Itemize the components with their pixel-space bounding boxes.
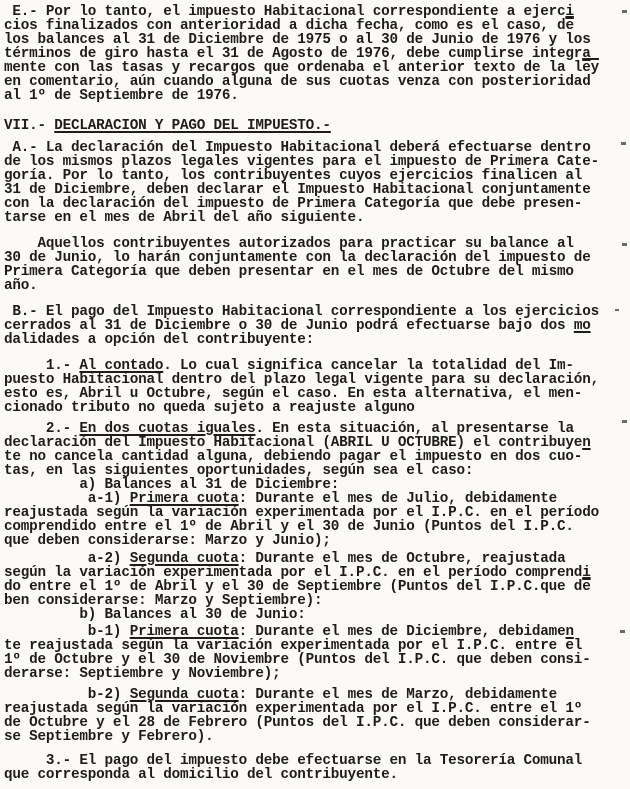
text-segment: al 1º de Septiembre de 1976. — [4, 88, 239, 104]
text-segment: goría. Por lo tanto, los contribuyentes cuyos ejercicios finalicen al — [4, 168, 583, 184]
text-line — [4, 688, 628, 702]
text-line — [4, 653, 628, 667]
text-line — [4, 552, 628, 566]
scan-speck — [622, 243, 627, 246]
text-segment: a-2) — [4, 551, 130, 567]
para-2-dos-cuotas — [4, 422, 628, 478]
text-line — [4, 464, 628, 478]
text-segment: año. — [4, 278, 38, 294]
text-line — [4, 5, 628, 19]
text-line — [4, 730, 628, 744]
text-line — [4, 422, 628, 436]
text-segment: ben considerarse: Marzo y Septiembre): — [4, 593, 323, 609]
text-segment: reajustada según la variación experimentada por el I.P.C. en el período — [4, 505, 599, 521]
underlined-text: a — [582, 46, 591, 62]
underlined-text: Primera cuota — [129, 624, 239, 640]
text-segment: te reajustada según la variación experimentada por el I.P.C. entre el — [4, 638, 583, 654]
text-segment: : Durante el mes de Julio, debidamente — [238, 491, 558, 507]
text-line — [4, 450, 628, 464]
text-segment: . Lo cual significa cancelar la totalidad del Im- — [163, 358, 574, 374]
underlined-text: n — [582, 435, 591, 451]
text-line — [4, 183, 628, 197]
text-segment: b-1) — [4, 624, 130, 640]
para-A — [4, 141, 628, 225]
text-line — [4, 319, 628, 333]
text-segment: 31 de Diciembre, deben declarar el Impuesto Habitacional conjuntamente — [4, 182, 591, 198]
text-line — [4, 520, 628, 534]
text-line — [4, 478, 628, 492]
scan-speck — [622, 10, 627, 13]
text-segment: : Durante el mes de Diciembre, debidame — [238, 624, 566, 640]
text-line — [4, 667, 628, 681]
para-1-al-contado — [4, 359, 628, 415]
text-segment: que deben considerarse: Marzo y Junio); — [4, 533, 331, 549]
item-b-balances — [4, 608, 628, 622]
text-line — [4, 580, 628, 594]
text-segment: que corresponda al domicilio del contribuyente. — [4, 767, 398, 783]
text-segment: dalidades a opción del contribuyente: — [4, 332, 315, 348]
text-segment: do entre el 1º de Abril y el 30 de Septiembre (Puntos del I.P.C.que d — [4, 579, 583, 595]
para-E — [4, 5, 628, 103]
text-segment: 2.- — [4, 421, 80, 437]
scan-speck — [620, 630, 625, 633]
text-line — [4, 89, 628, 103]
text-segment: cios finalizados con anterioridad a dicha fecha, como es el caso, d — [4, 18, 566, 34]
text-line — [4, 279, 628, 293]
text-segment: cerrados al 31 de Diciembre o 30 de Junio podrá efectuarse bajo dos — [4, 318, 574, 334]
text-segment: VII.- — [4, 118, 55, 134]
text-line — [4, 211, 628, 225]
text-segment: puesto Habitacional dentro del plazo legal vigente para su declaración, — [4, 372, 599, 388]
text-segment: los balances al 31 de Diciembre de 1975 o al 30 de Junio de 1976 y los — [4, 32, 591, 48]
scan-speck — [615, 309, 619, 311]
text-segment: b) Balances al 30 de Junio: — [4, 607, 306, 623]
scan-speck — [621, 142, 626, 145]
para-aquellos — [4, 237, 628, 293]
text-segment: se Septiembre y Febrero). — [4, 729, 214, 745]
text-segment: de Octubre y el 28 de Febrero (Puntos del I.P.C. que deben considerar- — [4, 715, 591, 731]
text-segment: mente con las tasas y recargos que ordenaba el anterior texto de la l — [4, 60, 583, 76]
text-segment: : Durante el mes de Octubre, reajustada — [238, 551, 566, 567]
text-line — [4, 61, 628, 75]
text-line — [4, 492, 628, 506]
underlined-text: Al contado — [79, 358, 164, 374]
para-b2-segunda-cuota — [4, 688, 628, 744]
text-segment: Aquellos contribuyentes autorizados para practicar su balance al — [4, 236, 574, 252]
text-segment: : Durante el mes de Marzo, debidamente — [238, 687, 558, 703]
text-segment: términos de giro hasta el 31 de Agosto de 1976, debe cumplirse integr — [4, 46, 583, 62]
underlined-text: Segunda cuota — [129, 687, 239, 703]
text-segment: con la declaración del impuesto de Primera Categoría que debe presen- — [4, 196, 583, 212]
text-segment: a) Balances al 31 de Diciembre: — [4, 477, 340, 493]
text-segment: de los mismos plazos legales vigentes para el impuesto de Primera Cate- — [4, 154, 599, 170]
underlined-text: n — [565, 624, 574, 640]
text-line — [4, 251, 628, 265]
text-line — [4, 566, 628, 580]
text-segment: derarse: Septiembre y Noviembre); — [4, 666, 281, 682]
text-line — [4, 716, 628, 730]
text-segment: b-2) — [4, 687, 130, 703]
text-line — [4, 75, 628, 89]
text-segment: esto es, Abril u Octubre, según el caso. En esta alternativa, el men- — [4, 386, 583, 402]
text-line — [4, 237, 628, 251]
text-line — [4, 119, 628, 133]
text-line — [4, 33, 628, 47]
heading-VII — [4, 119, 628, 133]
text-segment: según la variación experimentada por el I.P.C. en el período comprend — [4, 565, 583, 581]
underlined-text: Segunda cuota — [129, 551, 239, 567]
text-segment: en comentario, aún cuando alguna de sus cuotas venza con posterioridad — [4, 74, 591, 90]
overlined-text: $\overline{e}$ — [565, 18, 574, 34]
para-a1-primera-cuota — [4, 492, 628, 548]
text-line — [4, 197, 628, 211]
text-segment: comprendido entre el 1º de Abril y el 30 de Junio (Puntos del I.P.C. — [4, 519, 574, 535]
underlined-text: En dos cuotas iguales — [79, 421, 256, 437]
overlined-text: $\overline{ey}$ — [582, 60, 599, 76]
text-line — [4, 141, 628, 155]
text-segment: B.- El pago del Impuesto Habitacional correspondiente a los ejercicios — [4, 304, 599, 320]
text-line — [4, 702, 628, 716]
overlined-text: $\overline{e}$ — [582, 579, 591, 595]
text-line — [4, 754, 628, 768]
text-segment: A.- La declaración del Impuesto Habitacional deberá efectuarse dentro — [4, 140, 591, 156]
para-a2-segunda-cuota — [4, 552, 628, 608]
text-line — [4, 333, 628, 347]
para-b1-primera-cuota — [4, 625, 628, 681]
text-line — [4, 19, 628, 33]
text-segment: tas, en las siguientes oportunidades, según sea el caso: — [4, 463, 474, 479]
text-line — [4, 639, 628, 653]
text-segment: 3.- El pago del impuesto debe efectuarse en la Tesorería Comunal — [4, 753, 583, 769]
text-segment: te no cancela cantidad alguna, debiendo pagar el impuesto en dos cuo- — [4, 449, 583, 465]
text-line — [4, 169, 628, 183]
text-segment: cionado tributo no queda sujeto a reajuste alguno — [4, 400, 415, 416]
para-B — [4, 305, 628, 347]
text-line — [4, 47, 628, 61]
text-line — [4, 387, 628, 401]
underlined-text: DECLARACION Y PAGO DEL IMPUESTO.- — [54, 118, 331, 134]
text-line — [4, 625, 628, 639]
text-line — [4, 305, 628, 319]
text-line — [4, 436, 628, 450]
text-line — [4, 155, 628, 169]
underlined-text: i — [565, 4, 574, 20]
text-line — [4, 506, 628, 520]
text-line — [4, 265, 628, 279]
text-segment: 1.- — [4, 358, 80, 374]
text-segment: Primera Categoría que deben presentar en el mes de Octubre del mismo — [4, 264, 574, 280]
text-segment: declaración del Impuesto Habitacional (ABRIL U OCTUBRE) el contribuye — [4, 435, 583, 451]
text-line — [4, 373, 628, 387]
item-a-balances — [4, 478, 628, 492]
text-segment: reajustada según la variación experimentada por el I.P.C. entre el 1º — [4, 701, 583, 717]
underlined-text: Primera cuota — [129, 491, 239, 507]
underlined-text: i — [582, 565, 591, 581]
text-line — [4, 359, 628, 373]
underlined-text: mo — [573, 318, 591, 334]
text-segment: a-1) — [4, 491, 130, 507]
para-3-tesoreria — [4, 754, 628, 782]
text-line — [4, 608, 628, 622]
text-segment: E.- Por lo tanto, el impuesto Habitacional correspondiente a ejerc — [4, 4, 566, 20]
text-segment: tarse en el mes de Abril del año siguiente. — [4, 210, 365, 226]
text-segment: 1º de Octubre y el 30 de Noviembre (Puntos del I.P.C. que deben consi- — [4, 652, 591, 668]
text-line — [4, 401, 628, 415]
scan-speck — [622, 420, 627, 423]
text-line — [4, 594, 628, 608]
text-segment: . En esta situación, al presentarse la — [255, 421, 574, 437]
text-line — [4, 534, 628, 548]
text-segment: 30 de Junio, lo harán conjuntamente con la declaración del impuesto de — [4, 250, 591, 266]
text-line — [4, 768, 628, 782]
